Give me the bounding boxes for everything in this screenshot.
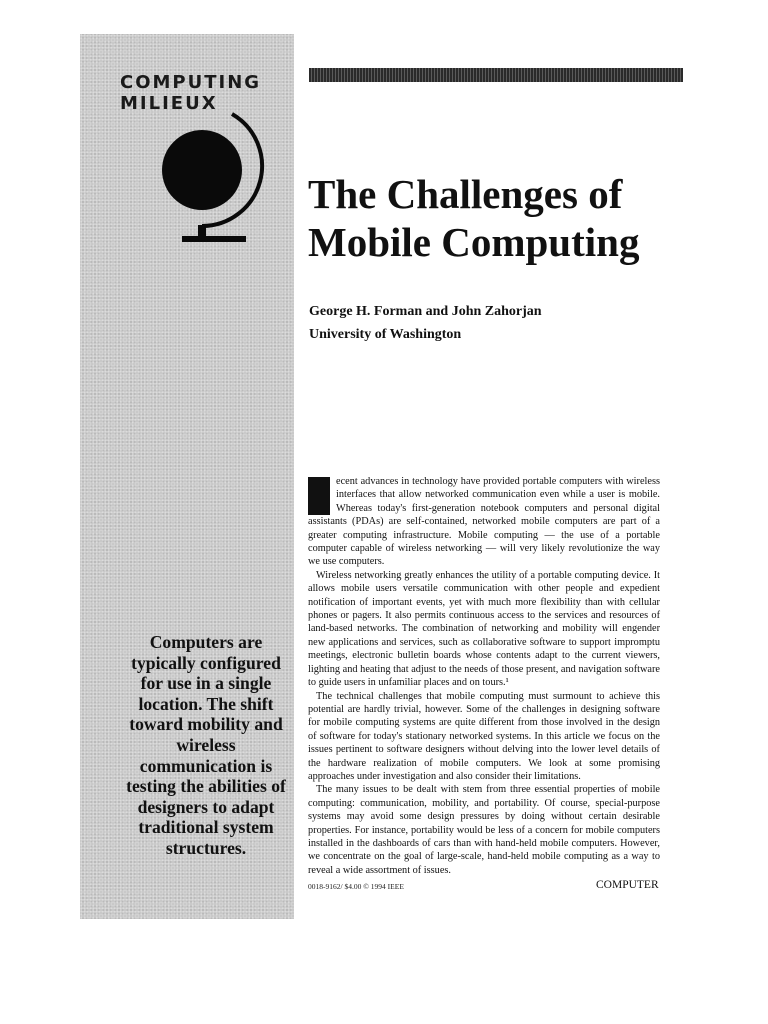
byline bbox=[309, 300, 542, 346]
paragraph-text: ecent advances in technology have provided portable computers with wireless interfaces that allow networked communication even while a user is mobile. Whereas today's first-generation notebook computers and personal digital assistants (PDAs) are self-contained, networked mobile computers are part of a greater computing infrastructure. Mobile computing — the use of a portable computer capable of wireless networking — will very likely revolutionize the way we use computers. bbox=[308, 476, 660, 568]
authors: George H. Forman and John Zahorjan bbox=[309, 304, 542, 319]
body-paragraph: The many issues to be dealt with stem from three essential properties of mobile computing: communication, mobility, and portability. Of course, special-purpose systems may avoid some design pressures by doing without certain desirable properties. For instance, portability would be less of a concern for mobile computers installed in the dashboards of cars than with hand-held mobile computers. However, we concentrate on the goal of large-scale, hand-held mobile computing as a way to reveal a wide assortment of issues. bbox=[308, 784, 660, 876]
body-paragraph: Wireless networking greatly enhances the utility of a portable computing device. It allows mobile users versatile communication with other people and expedient notification of important events, yet with much more flexibility than with cellular phones or pagers. It also permits continuous access to the services and resources of land-based networks. The combination of networking and mobility will engender new applications and services, such as collaborative software to support impromptu meetings, electronic bulletin boards whose contents adapt to the current viewers, lighting and heating that adjust to the needs of those present, and navigation software to guide users in unfamiliar places and on tours.¹ bbox=[308, 569, 660, 689]
journal-name: COMPUTER bbox=[596, 879, 659, 891]
header-rule bbox=[309, 68, 683, 82]
affiliation: University of Washington bbox=[309, 327, 462, 342]
article-body bbox=[308, 475, 660, 877]
section-label-line-2: MILIEUX bbox=[120, 93, 218, 114]
title-line-1: The Challenges of bbox=[308, 171, 623, 217]
article-title bbox=[308, 170, 708, 266]
globe-icon bbox=[150, 108, 270, 253]
drop-cap bbox=[308, 477, 330, 515]
body-paragraph: The technical challenges that mobile computing must surmount to achieve this potential are hardly trivial, however. Some of the challenges in designing software for mobile computing systems are quite different from those involved in the design of software for today's stationary networked systems. In this article we focus on the issues pertinent to software designers without delving into the lower level details of the hardware realization of mobile computers. We look at some promising approaches under investigation and also consider their limitations. bbox=[308, 690, 660, 782]
body-paragraph bbox=[308, 475, 660, 569]
copyright-notice: 0018-9162/ $4.00 © 1994 IEEE bbox=[308, 882, 404, 891]
title-line-2: Mobile Computing bbox=[308, 219, 640, 265]
pull-quote: Computers are typically configured for use in a single location. The shift toward mobility and wireless communication is testing the abilities of designers to adapt traditional system structures. bbox=[126, 632, 286, 858]
section-label-line-1: COMPUTING bbox=[120, 72, 262, 93]
